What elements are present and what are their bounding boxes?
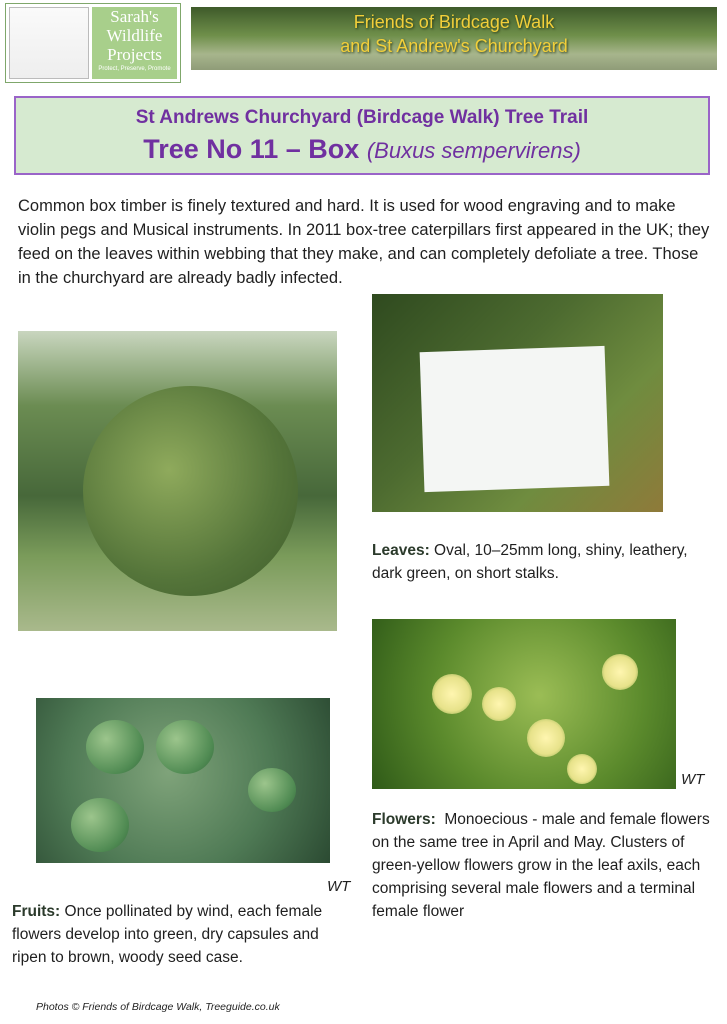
banner-line2: and St Andrew's Churchyard [340,36,568,56]
box-tree-photo [18,331,337,631]
fruits-text: Once pollinated by wind, each female flowers develop into green, dry capsules and ripen to brown, woody seed case. [12,903,323,966]
leaves-text: Oval, 10–25mm long, shiny, leathery, dark green, on short stalks. [372,542,688,582]
logo-name-line1: Sarah's [110,7,159,26]
flowers-text: Monoecious - male and female flowers on the same tree in April and May. Clusters of green-yellow flowers grow in the leaf axils, each comprising several male flowers and a terminal female flower [372,811,715,920]
fruits-caption [12,900,357,969]
photo-credit-line: Photos © Friends of Birdcage Walk, Treeguide.co.uk [36,1001,280,1013]
hands-hedgehog-logo-image [9,7,89,79]
white-sheet [420,346,610,492]
fruit-capsule [86,720,144,774]
fruits-label: Fruits: [12,903,61,920]
logo [5,3,181,83]
banner-line1: Friends of Birdcage Walk [353,12,555,32]
flower-cluster [567,754,597,784]
leaves-photo [372,294,663,512]
banner [191,7,717,70]
fruits-photo-credit: WT [327,878,351,895]
tree-title [16,134,708,165]
tree-name: Tree No 11 – Box [143,134,360,164]
flowers-photo-credit: WT [681,771,705,788]
logo-name-line3: Projects [107,45,162,64]
fruits-photo [36,698,330,863]
flower-cluster [482,687,516,721]
flower-cluster [432,674,472,714]
flowers-label: Flowers: [372,811,436,828]
leaves-label: Leaves: [372,542,430,559]
fruit-capsule [71,798,129,852]
title-box [14,96,710,175]
tree-crown [83,386,298,596]
flower-cluster [602,654,638,690]
logo-name-line2: Wildlife [106,26,163,45]
logo-name-panel [92,7,177,79]
flowers-photo [372,619,676,789]
trail-heading: St Andrews Churchyard (Birdcage Walk) Tree Trail [135,107,589,128]
fruit-capsule [156,720,214,774]
flowers-caption [372,808,722,923]
latin-name: (Buxus sempervirens) [366,138,581,163]
intro-paragraph: Common box timber is finely textured and hard. It is used for wood engraving and to make violin pegs and Musical instruments. In 2011 box-tree caterpillars first appeared in the UK; they feed on the leaves within webbing that they make, and can completely defoliate a tree. Those in the churchyard are already badly infected. [18,197,710,287]
leaves-caption [372,539,692,585]
logo-tagline: Protect, Preserve, Promote [98,66,171,72]
flower-cluster [527,719,565,757]
fruit-capsule [248,768,296,812]
